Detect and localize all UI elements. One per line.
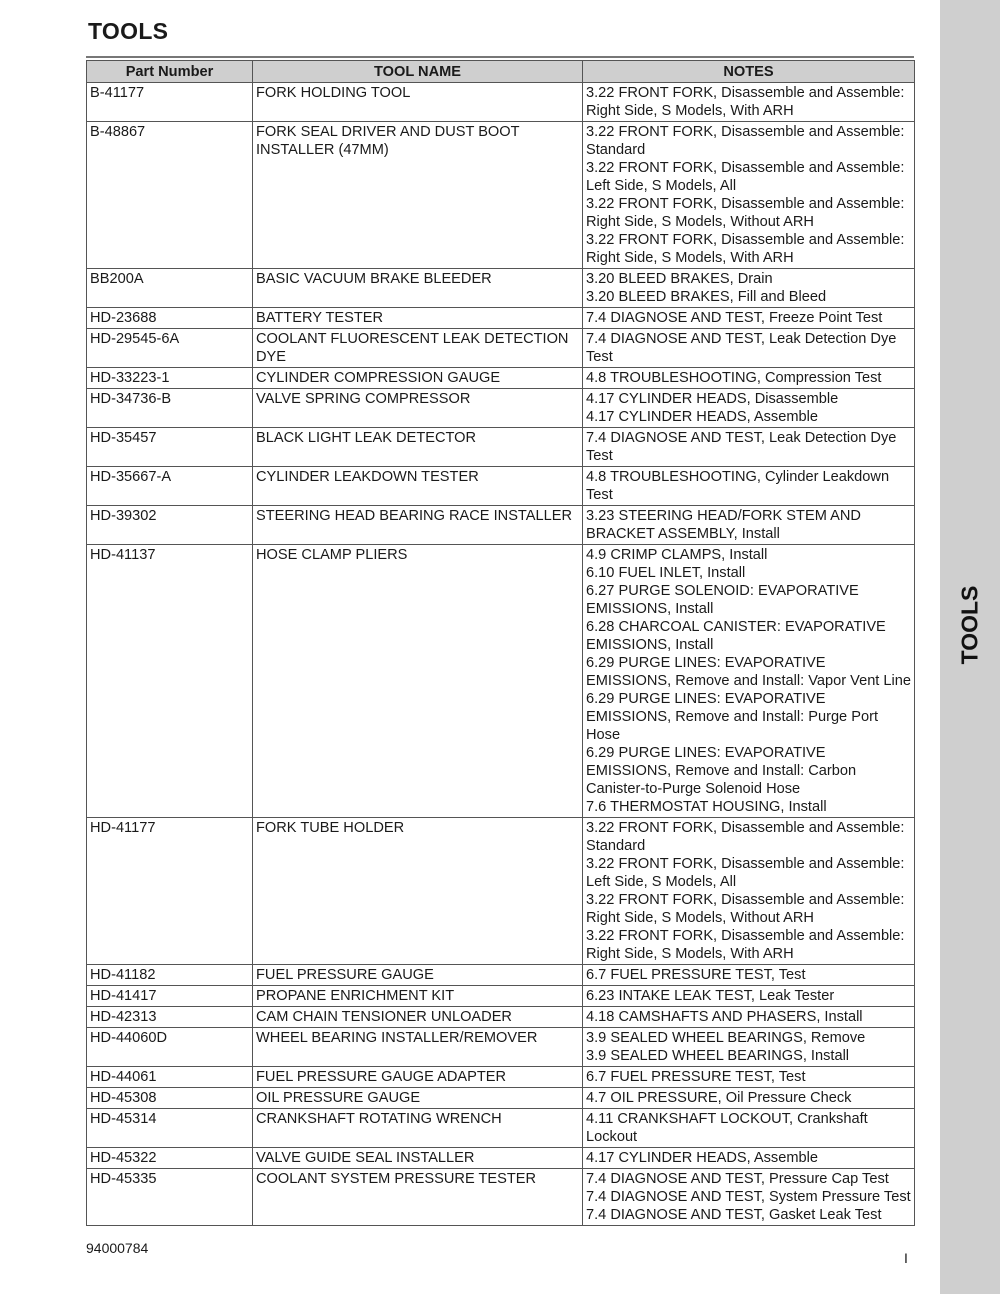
notes-cell [583, 1169, 915, 1226]
note-line: 3.20 BLEED BRAKES, Fill and Bleed [586, 289, 827, 305]
note-line: 3.20 BLEED BRAKES, Drain [586, 271, 773, 287]
notes-cell [583, 308, 915, 329]
note-line: 6.10 FUEL INLET, Install [586, 565, 746, 581]
table-row [87, 965, 915, 986]
note-line: 4.18 CAMSHAFTS AND PHASERS, Install [586, 1009, 863, 1025]
table-row [87, 329, 915, 368]
notes-cell [583, 122, 915, 269]
side-tab-label: TOOLS [956, 585, 983, 665]
notes-cell [583, 1028, 915, 1067]
part-number-cell: HD-44060D [87, 1028, 253, 1067]
note-line: 6.29 PURGE LINES: EVAPORATIVE EMISSIONS, Remove and Install: Vapor Vent Line [586, 655, 912, 689]
tool-name-cell: PROPANE ENRICHMENT KIT [253, 986, 583, 1007]
header-tool-name: TOOL NAME [253, 61, 583, 83]
tool-name-cell: HOSE CLAMP PLIERS [253, 545, 583, 818]
part-number-cell: HD-34736-B [87, 389, 253, 428]
table-row [87, 818, 915, 965]
note-line: 4.8 TROUBLESHOOTING, Cylinder Leakdown Test [586, 469, 890, 503]
tool-name-cell: BATTERY TESTER [253, 308, 583, 329]
note-line: 6.7 FUEL PRESSURE TEST, Test [586, 1069, 806, 1085]
part-number-cell: BB200A [87, 269, 253, 308]
tool-name-cell: CAM CHAIN TENSIONER UNLOADER [253, 1007, 583, 1028]
part-number-cell: HD-42313 [87, 1007, 253, 1028]
part-number-cell: HD-33223-1 [87, 368, 253, 389]
table-row [87, 986, 915, 1007]
note-line: 3.22 FRONT FORK, Disassemble and Assemble: Right Side, S Models, With ARH [586, 232, 905, 266]
part-number-cell: HD-41137 [87, 545, 253, 818]
notes-cell [583, 368, 915, 389]
tool-name-cell: CYLINDER COMPRESSION GAUGE [253, 368, 583, 389]
part-number-cell: HD-45322 [87, 1148, 253, 1169]
table-body [87, 83, 915, 1226]
part-number-cell: B-41177 [87, 83, 253, 122]
part-number-cell: HD-41417 [87, 986, 253, 1007]
table-row [87, 1067, 915, 1088]
note-line: 3.22 FRONT FORK, Disassemble and Assemble: Right Side, S Models, Without ARH [586, 196, 905, 230]
note-line: 7.4 DIAGNOSE AND TEST, Gasket Leak Test [586, 1207, 882, 1223]
table-row [87, 1088, 915, 1109]
note-line: 6.28 CHARCOAL CANISTER: EVAPORATIVE EMISSIONS, Install [586, 619, 886, 653]
tool-name-cell: OIL PRESSURE GAUGE [253, 1088, 583, 1109]
table-row [87, 545, 915, 818]
note-line: 7.6 THERMOSTAT HOUSING, Install [586, 799, 827, 815]
table-row [87, 308, 915, 329]
table-header-row [87, 61, 915, 83]
note-line: 3.22 FRONT FORK, Disassemble and Assemble: Left Side, S Models, All [586, 856, 905, 890]
note-line: 7.4 DIAGNOSE AND TEST, Freeze Point Test [586, 310, 883, 326]
part-number-cell: HD-35457 [87, 428, 253, 467]
document-number: 94000784 [86, 1240, 149, 1256]
tool-name-cell: BLACK LIGHT LEAK DETECTOR [253, 428, 583, 467]
page-title: TOOLS [88, 18, 169, 44]
title-divider [86, 56, 914, 58]
tool-name-cell: VALVE GUIDE SEAL INSTALLER [253, 1148, 583, 1169]
table-row [87, 467, 915, 506]
notes-cell [583, 428, 915, 467]
notes-cell [583, 1007, 915, 1028]
notes-cell [583, 818, 915, 965]
note-line: 3.22 FRONT FORK, Disassemble and Assemble: Right Side, S Models, Without ARH [586, 892, 905, 926]
part-number-cell: HD-44061 [87, 1067, 253, 1088]
notes-cell [583, 506, 915, 545]
tools-table [86, 60, 915, 1226]
table-row [87, 1169, 915, 1226]
table-row [87, 368, 915, 389]
note-line: 6.29 PURGE LINES: EVAPORATIVE EMISSIONS, Remove and Install: Purge Port Hose [586, 691, 878, 743]
notes-cell [583, 1109, 915, 1148]
table-row [87, 389, 915, 428]
tool-name-cell: BASIC VACUUM BRAKE BLEEDER [253, 269, 583, 308]
tool-name-cell: COOLANT FLUORESCENT LEAK DETECTION DYE [253, 329, 583, 368]
part-number-cell: HD-45308 [87, 1088, 253, 1109]
note-line: 3.22 FRONT FORK, Disassemble and Assemble: Standard [586, 820, 905, 854]
note-line: 3.9 SEALED WHEEL BEARINGS, Install [586, 1048, 850, 1064]
table-row [87, 506, 915, 545]
tool-name-cell: VALVE SPRING COMPRESSOR [253, 389, 583, 428]
tool-name-cell: FORK HOLDING TOOL [253, 83, 583, 122]
tool-name-cell: FORK SEAL DRIVER AND DUST BOOT INSTALLER (47MM) [253, 122, 583, 269]
page-number: I [904, 1250, 908, 1266]
part-number-cell: HD-39302 [87, 506, 253, 545]
note-line: 4.11 CRANKSHAFT LOCKOUT, Crankshaft Lockout [586, 1111, 868, 1145]
notes-cell [583, 1088, 915, 1109]
part-number-cell: HD-23688 [87, 308, 253, 329]
table-row [87, 1148, 915, 1169]
note-line: 6.29 PURGE LINES: EVAPORATIVE EMISSIONS, Remove and Install: Carbon Canister-to-Purge Solenoid Hose [586, 745, 857, 797]
notes-cell [583, 1067, 915, 1088]
note-line: 7.4 DIAGNOSE AND TEST, Leak Detection Dye Test [586, 331, 897, 365]
notes-cell [583, 83, 915, 122]
tool-name-cell: CRANKSHAFT ROTATING WRENCH [253, 1109, 583, 1148]
notes-cell [583, 389, 915, 428]
tool-name-cell: FUEL PRESSURE GAUGE ADAPTER [253, 1067, 583, 1088]
notes-cell [583, 545, 915, 818]
note-line: 3.22 FRONT FORK, Disassemble and Assemble: Standard [586, 124, 905, 158]
note-line: 7.4 DIAGNOSE AND TEST, Leak Detection Dye Test [586, 430, 897, 464]
note-line: 6.7 FUEL PRESSURE TEST, Test [586, 967, 806, 983]
note-line: 7.4 DIAGNOSE AND TEST, System Pressure Test [586, 1189, 911, 1205]
table-row [87, 269, 915, 308]
note-line: 3.23 STEERING HEAD/FORK STEM AND BRACKET ASSEMBLY, Install [586, 508, 861, 542]
notes-cell [583, 269, 915, 308]
note-line: 6.23 INTAKE LEAK TEST, Leak Tester [586, 988, 835, 1004]
note-line: 4.17 CYLINDER HEADS, Assemble [586, 1150, 818, 1166]
part-number-cell: B-48867 [87, 122, 253, 269]
note-line: 4.8 TROUBLESHOOTING, Compression Test [586, 370, 882, 386]
header-part-number: Part Number [87, 61, 253, 83]
note-line: 4.17 CYLINDER HEADS, Assemble [586, 409, 818, 425]
notes-cell [583, 329, 915, 368]
part-number-cell: HD-29545-6A [87, 329, 253, 368]
tool-name-cell: CYLINDER LEAKDOWN TESTER [253, 467, 583, 506]
tool-name-cell: STEERING HEAD BEARING RACE INSTALLER [253, 506, 583, 545]
tool-name-cell: FUEL PRESSURE GAUGE [253, 965, 583, 986]
table-row [87, 83, 915, 122]
tool-name-cell: COOLANT SYSTEM PRESSURE TESTER [253, 1169, 583, 1226]
note-line: 6.27 PURGE SOLENOID: EVAPORATIVE EMISSIONS, Install [586, 583, 859, 617]
table-row [87, 1028, 915, 1067]
part-number-cell: HD-45314 [87, 1109, 253, 1148]
notes-cell [583, 1148, 915, 1169]
note-line: 4.7 OIL PRESSURE, Oil Pressure Check [586, 1090, 852, 1106]
header-notes: NOTES [583, 61, 915, 83]
note-line: 4.17 CYLINDER HEADS, Disassemble [586, 391, 839, 407]
table-row [87, 1109, 915, 1148]
table-row [87, 428, 915, 467]
part-number-cell: HD-41177 [87, 818, 253, 965]
notes-cell [583, 965, 915, 986]
part-number-cell: HD-45335 [87, 1169, 253, 1226]
notes-cell [583, 467, 915, 506]
note-line: 7.4 DIAGNOSE AND TEST, Pressure Cap Test [586, 1171, 889, 1187]
note-line: 3.22 FRONT FORK, Disassemble and Assemble: Right Side, S Models, With ARH [586, 928, 905, 962]
tool-name-cell: WHEEL BEARING INSTALLER/REMOVER [253, 1028, 583, 1067]
note-line: 3.22 FRONT FORK, Disassemble and Assemble: Right Side, S Models, With ARH [586, 85, 905, 119]
tool-name-cell: FORK TUBE HOLDER [253, 818, 583, 965]
table-row [87, 122, 915, 269]
note-line: 3.22 FRONT FORK, Disassemble and Assemble: Left Side, S Models, All [586, 160, 905, 194]
table-row [87, 1007, 915, 1028]
note-line: 3.9 SEALED WHEEL BEARINGS, Remove [586, 1030, 866, 1046]
notes-cell [583, 986, 915, 1007]
part-number-cell: HD-41182 [87, 965, 253, 986]
note-line: 4.9 CRIMP CLAMPS, Install [586, 547, 768, 563]
part-number-cell: HD-35667-A [87, 467, 253, 506]
